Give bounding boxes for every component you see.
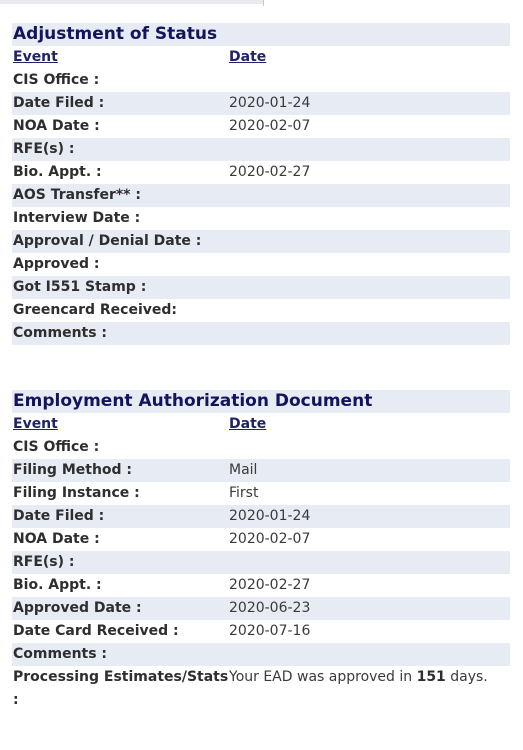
event-label: Date Filed : (13, 508, 105, 524)
event-date (229, 230, 510, 253)
ead-row-cis-office (12, 436, 510, 459)
ead-title: Employment Authorization Document (12, 390, 510, 413)
ead-row-approved-date (12, 597, 510, 620)
ead-header-event: Event (13, 416, 58, 432)
event-date: 2020-02-27 (229, 577, 311, 593)
event-date (229, 69, 510, 92)
event-date: First (229, 485, 259, 501)
event-date (229, 299, 510, 322)
ead-header-row (12, 413, 510, 436)
ead-section (12, 390, 510, 712)
aos-row-greencard-received (12, 299, 510, 322)
event-date (229, 253, 510, 276)
event-label: Approved : (13, 256, 100, 272)
ead-row-filing-instance (12, 482, 510, 505)
event-label: NOA Date : (13, 531, 100, 547)
event-label: Filing Instance : (13, 485, 140, 501)
processing-text-before: Your EAD was approved in (229, 669, 417, 685)
aos-header-row (12, 46, 510, 69)
ead-header-date: Date (229, 416, 267, 432)
event-label: Date Card Received : (13, 623, 179, 639)
event-date: 2020-01-24 (229, 95, 311, 111)
aos-row-cis-office (12, 69, 510, 92)
event-date (229, 643, 510, 666)
event-date: 2020-02-07 (229, 531, 311, 547)
ead-row-filing-method (12, 459, 510, 482)
aos-row-noa-date (12, 115, 510, 138)
event-label: Approved Date : (13, 600, 142, 616)
event-label: Bio. Appt. : (13, 577, 102, 593)
event-date (229, 322, 510, 345)
processing-label: Processing Estimates/Stats : (13, 669, 229, 708)
event-label: Comments : (13, 646, 108, 662)
aos-row-aos-transfer (12, 184, 510, 207)
ead-row-bio-appt (12, 574, 510, 597)
aos-title: Adjustment of Status (12, 23, 510, 46)
event-label: RFE(s) : (13, 554, 75, 570)
event-date (229, 436, 510, 459)
event-date: Mail (229, 462, 258, 478)
top-divider (0, 0, 263, 4)
event-label: Interview Date : (13, 210, 141, 226)
ead-row-date-filed (12, 505, 510, 528)
ead-row-date-card-received (12, 620, 510, 643)
aos-header-date: Date (229, 49, 267, 65)
aos-header-event: Event (13, 49, 58, 65)
top-divider-mark (263, 0, 264, 6)
event-label: Date Filed : (13, 95, 105, 111)
ead-row-noa-date (12, 528, 510, 551)
aos-row-comments (12, 322, 510, 345)
event-date: 2020-06-23 (229, 600, 311, 616)
ead-row-rfe (12, 551, 510, 574)
event-label: Bio. Appt. : (13, 164, 102, 180)
aos-row-bio-appt (12, 161, 510, 184)
event-date (229, 184, 510, 207)
event-label: AOS Transfer** : (13, 187, 141, 203)
event-date: 2020-02-27 (229, 164, 311, 180)
processing-text-after: days. (445, 669, 488, 685)
event-date: 2020-01-24 (229, 508, 311, 524)
event-label: NOA Date : (13, 118, 100, 134)
event-label: CIS Office : (13, 439, 100, 455)
aos-section (12, 23, 510, 345)
processing-estimate (229, 666, 510, 689)
event-label: Greencard Received: (13, 302, 178, 318)
event-date (229, 138, 510, 161)
aos-row-i551-stamp (12, 276, 510, 299)
event-date: 2020-07-16 (229, 623, 311, 639)
event-label: Comments : (13, 325, 108, 341)
aos-row-rfe (12, 138, 510, 161)
event-date: 2020-02-07 (229, 118, 311, 134)
event-date (229, 207, 510, 230)
event-date (229, 551, 510, 574)
event-label: CIS Office : (13, 72, 100, 88)
aos-row-date-filed (12, 92, 510, 115)
event-date (229, 276, 510, 299)
aos-row-interview-date (12, 207, 510, 230)
event-label: Approval / Denial Date : (13, 233, 202, 249)
event-label: RFE(s) : (13, 141, 75, 157)
ead-row-comments (12, 643, 510, 666)
processing-days: 151 (416, 669, 446, 685)
aos-row-approval-denial-date (12, 230, 510, 253)
aos-row-approved (12, 253, 510, 276)
event-label: Got I551 Stamp : (13, 279, 147, 295)
ead-row-processing-stats (12, 666, 510, 712)
event-label: Filing Method : (13, 462, 133, 478)
